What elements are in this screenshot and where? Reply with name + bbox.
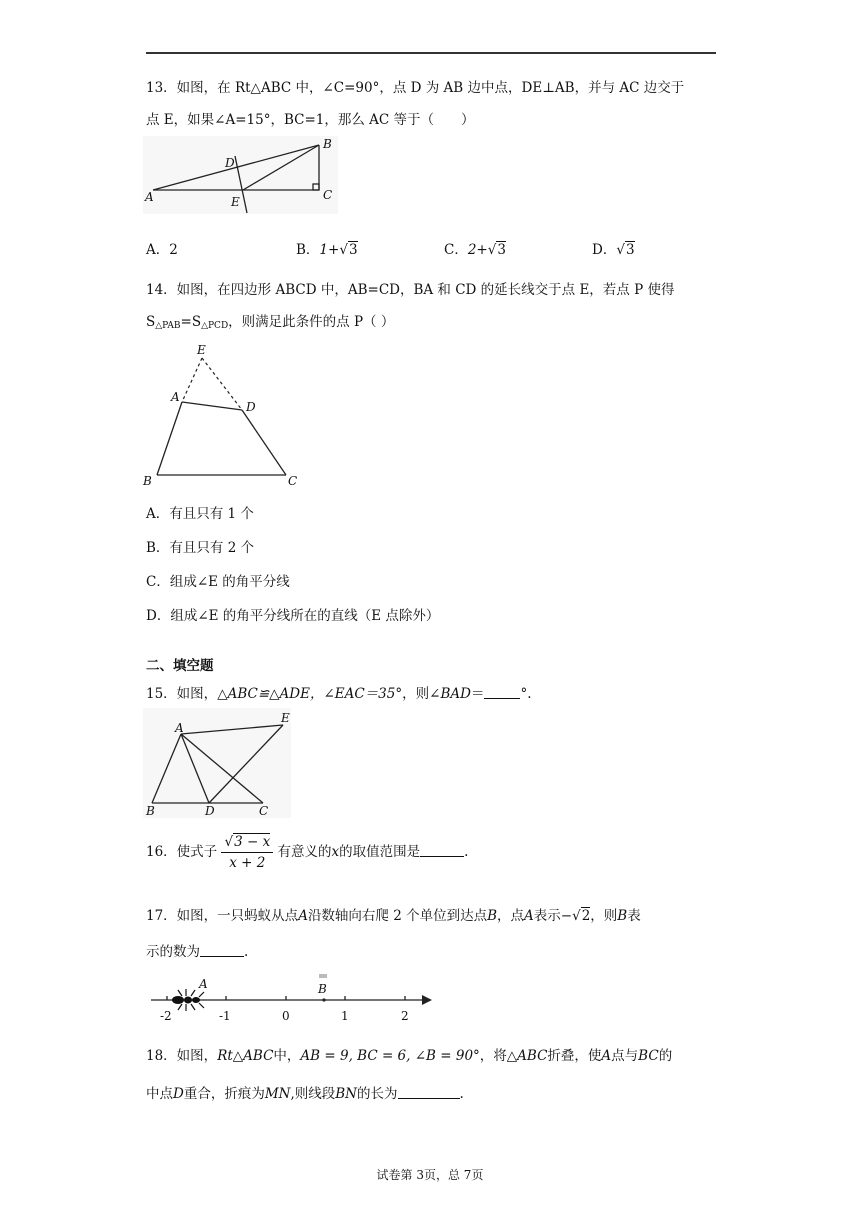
q17-point-a-2: A [524, 908, 534, 924]
q17-axis-label-b: B [318, 982, 327, 996]
q18-answer-blank[interactable] [398, 1086, 460, 1099]
q17-point-b: B [487, 908, 498, 924]
q17-axis-label-a: A [199, 977, 208, 991]
q18-text-d: 折叠，使 [547, 1048, 602, 1064]
q14-label-c: C [288, 474, 298, 488]
q14-s-1: S [146, 314, 156, 330]
q17-text-a: 17．如图，一只蚂蚁从点 [146, 908, 299, 924]
q15-text-c: ，则∠ [402, 686, 441, 702]
q14-label-e: E [197, 343, 206, 357]
q15-text-b: △ABC≌△ADE，∠EAC＝35° [217, 686, 403, 702]
q14-sub-1: △PAB [155, 321, 181, 331]
q15-answer-blank[interactable] [484, 686, 520, 699]
q14-figure [140, 340, 310, 490]
q14-label-b: B [143, 474, 152, 488]
q18-rt: Rt [217, 1048, 233, 1064]
q13-option-a: A．2 [146, 242, 178, 258]
page-footer: 试卷第 3页，总 7页 [376, 1168, 484, 1182]
q14-option-a: A．有且只有 1 个 [146, 506, 254, 522]
q16-answer-blank[interactable] [420, 844, 464, 857]
header-rule [146, 52, 716, 54]
q14-label-d: D [246, 400, 256, 414]
q18-segment-bc: BC [638, 1048, 659, 1064]
q13-option-b-radicand: 3 [348, 242, 358, 258]
q13-label-b: B [323, 137, 332, 151]
q18-line2-text-a: 中点 [146, 1086, 173, 1102]
q16-fraction [221, 832, 273, 873]
q15-label-e: E [281, 711, 290, 725]
q14-line2 [146, 310, 394, 331]
q15-line [146, 682, 531, 702]
q16-prefix: 16．使式子 [146, 844, 218, 860]
q13-option-c-radicand: 3 [497, 242, 506, 258]
q15-label-d: D [205, 804, 215, 818]
q14-option-d: D．组成∠E 的角平分线所在的直线（E 点除外） [146, 608, 440, 624]
q17-minus: − [560, 908, 573, 924]
q18-line2-text-d: 的长为 [357, 1086, 398, 1102]
q15-figure [143, 708, 293, 820]
tick-label-neg1: -1 [219, 1009, 231, 1023]
q13-line1: 13．如图，在 Rt△ABC 中，∠C=90°，点 D 为 AB 边中点，DE⊥AB，并与 AC 边交于 [146, 80, 685, 96]
q18-triangle-2: △ABC [506, 1048, 548, 1064]
q17-text-f: 表 [627, 908, 641, 924]
q17-point-a: A [298, 908, 308, 924]
q14-label-a: A [171, 390, 180, 404]
q17-text-b: 沿数轴向右爬 2 个单位到达点 [307, 908, 488, 924]
q15-label-a: A [175, 721, 184, 735]
q14-eq: =S [180, 314, 202, 330]
q13-figure [143, 136, 343, 216]
q14-rest: ，则满足此条件的点 P（ ） [228, 314, 395, 330]
q18-line2-end: . [459, 1086, 464, 1102]
q13-label-c: C [323, 188, 333, 202]
q14-option-b: B．有且只有 2 个 [146, 540, 255, 556]
q15-label-b: B [146, 804, 155, 818]
q15-text-d: BAD [440, 686, 471, 702]
q16-denominator: x + 2 [229, 855, 266, 871]
q16-suffix: 的取值范围是 [339, 844, 421, 860]
q14-line1: 14．如图，在四边形 ABCD 中，AB=CD，BA 和 CD 的延长线交于点 E，若点 P 使得 [146, 282, 675, 298]
ant-icon [172, 989, 204, 1011]
q18-line2-text-c: ,则线段 [290, 1086, 336, 1102]
q14-sub-2: △PCD [201, 321, 229, 331]
tick-label-neg2: -2 [160, 1009, 172, 1023]
q15-text-e: ＝ [470, 686, 485, 702]
q13-label-a: A [145, 190, 154, 204]
q18-triangle: △ABC [232, 1048, 274, 1064]
tick-label-1: 1 [341, 1009, 349, 1023]
q18-crease-mn: MN [264, 1086, 291, 1102]
q17-text-e: ，则 [590, 908, 618, 924]
q17-text-d: 表示 [533, 908, 561, 924]
q17-radicand: 2 [581, 908, 591, 924]
q13-option-c-prefix: C． [444, 242, 468, 258]
q18-line1 [146, 1044, 672, 1064]
q14-option-c: C．组成∠E 的角平分线 [146, 574, 290, 590]
q13-option-d-prefix: D． [592, 242, 617, 258]
axis-arrow-icon [422, 995, 432, 1005]
q17-number-line [146, 966, 436, 1026]
q15-label-c: C [259, 804, 269, 818]
section-title-fill-in: 二、填空题 [146, 658, 214, 674]
q18-conditions: AB = 9, BC = 6, ∠B = 90° [300, 1048, 480, 1064]
q13-option-b: B．1+√3 [296, 242, 358, 258]
q18-point-d: D [173, 1086, 184, 1102]
q13-option-b-prefix: B． [296, 242, 320, 258]
q18-text-c: ，将 [479, 1048, 507, 1064]
q13-option-b-expr: 1+ [319, 242, 340, 258]
q17-line2-end: . [244, 944, 249, 960]
q15-text-a: 15．如图， [146, 686, 218, 702]
q18-text-e: 点与 [611, 1048, 639, 1064]
tick-label-2: 2 [401, 1009, 409, 1023]
q13-option-d-radicand: 3 [625, 242, 635, 258]
q13-option-d: D．√3 [592, 242, 635, 258]
q18-segment-bn: BN [335, 1086, 357, 1102]
q13-label-d: D [225, 156, 235, 170]
q18-text-f: 的 [658, 1048, 673, 1064]
tick-label-0: 0 [282, 1009, 290, 1023]
q13-label-e: E [231, 195, 240, 209]
q18-text-a: 18．如图， [146, 1048, 218, 1064]
q17-answer-blank[interactable] [200, 944, 244, 957]
q17-line2 [146, 940, 248, 960]
q17-line1: 17．如图，一只蚂蚁从点A沿数轴向右爬 2 个单位到达点B，点A表示−√2，则B表 [146, 908, 641, 924]
q17-line2-text: 示的数为 [146, 944, 200, 960]
q16-mid: 有意义的 [277, 844, 332, 860]
q16-end: . [464, 844, 469, 860]
q13-option-c: C．2+√3 [444, 242, 506, 258]
q16-var: x [331, 844, 340, 860]
q18-line2-text-b: 重合，折痕为 [183, 1086, 265, 1102]
q18-text-b: 中， [273, 1048, 301, 1064]
q17-point-b-2: B [617, 908, 628, 924]
q17-text-c: ，点 [497, 908, 525, 924]
q13-option-c-expr: 2+ [467, 242, 488, 258]
q18-point-a: A [601, 1048, 612, 1064]
q15-text-f: °. [520, 686, 532, 702]
q16-numerator-radicand: 3 − x [234, 834, 271, 850]
q18-line2 [146, 1082, 464, 1102]
q16-numerator: √3 − x [221, 832, 273, 853]
q13-line2: 点 E，如果∠A=15°，BC=1，那么 AC 等于（ ） [146, 112, 475, 128]
q16-line [146, 832, 468, 873]
